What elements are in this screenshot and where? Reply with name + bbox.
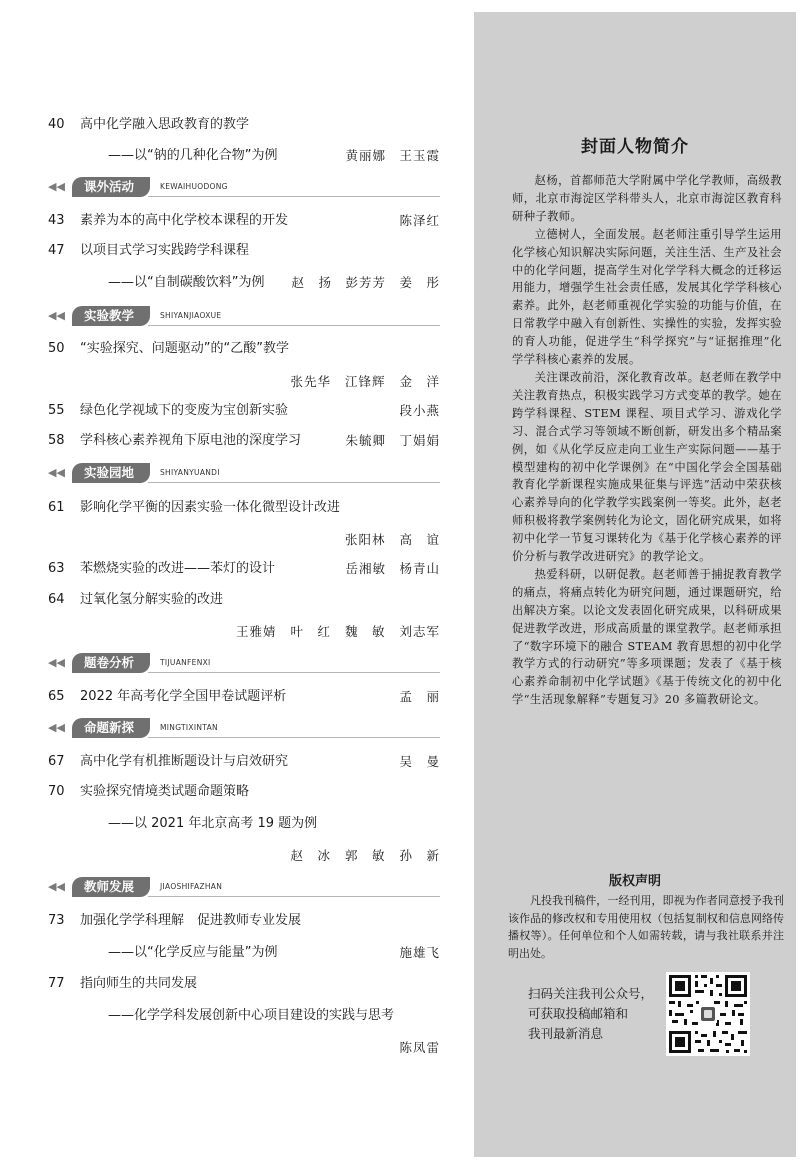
section-header xyxy=(48,462,440,484)
article-authors: 陈泽红 xyxy=(399,213,440,228)
author: 陈凤雷 xyxy=(399,1040,440,1055)
toc-entry[interactable] xyxy=(48,212,440,230)
section-header xyxy=(48,652,440,674)
page-number: 55 xyxy=(48,403,65,418)
author: 高 谊 xyxy=(399,532,440,547)
section-label: 实验园地 xyxy=(72,463,150,483)
article-title: 加强化学学科理解 促进教师专业发展 xyxy=(80,913,302,928)
toc-entry[interactable] xyxy=(48,560,440,578)
page-number: 43 xyxy=(48,213,65,228)
author-line xyxy=(48,846,440,864)
section-pinyin: JIAOSHIFAZHAN xyxy=(160,882,223,891)
page-number: 64 xyxy=(48,592,65,607)
section-label: 课外活动 xyxy=(72,177,150,197)
article-title: 指向师生的共同发展 xyxy=(80,976,198,991)
section-header xyxy=(48,176,440,198)
toc-entry[interactable] xyxy=(48,591,440,609)
page-number: 63 xyxy=(48,561,65,576)
bio-paragraph: 热爱科研，以研促教。赵老师善于捕捉教育教学的痛点，将痛点转化为研究问题，通过课题研究，给出解决方案。以论文发表固化研究成果，以科研成果促进教学改进，形成高质量的课堂教学。赵老师承担了“数字环境下的融合 STEAM 教育思想的初中化学教学方式的行动研究”等多项课题；发表了《基于核心素养命制初中化学试题》《基于传统文化的初中化学“生活现象解释”专题复习》20 多篇教研论文。 xyxy=(512,567,782,707)
toc-subtitle xyxy=(108,274,440,292)
qr-code[interactable] xyxy=(666,972,750,1056)
copyright-text: 凡投我刊稿件，一经刊用，即视为作者同意授予我刊该作品的修改权和专用使用权（包括复制权和信息网络传播权等）。任何单位和个人如需转载，请与我社联系并注明出处。 xyxy=(508,894,784,960)
section-label: 实验教学 xyxy=(72,306,150,326)
divider xyxy=(148,325,440,326)
arrows-icon: ◀◀ xyxy=(48,721,65,734)
qr-code-icon xyxy=(666,972,750,1056)
toc-entry[interactable] xyxy=(48,242,440,260)
divider xyxy=(148,482,440,483)
section-pinyin: TIJUANFENXI xyxy=(160,658,211,667)
article-title: 影响化学平衡的因素实验一体化微型设计改进 xyxy=(80,500,341,515)
toc-entry[interactable] xyxy=(48,783,440,801)
divider xyxy=(148,737,440,738)
copyright-notice xyxy=(508,892,784,962)
toc-entry[interactable] xyxy=(48,912,440,930)
article-title: 绿色化学视域下的变废为宝创新实验 xyxy=(80,403,289,418)
cover-person-panel xyxy=(474,12,796,1157)
author: 叶 红 xyxy=(290,624,331,639)
toc-entry[interactable] xyxy=(48,975,440,993)
bio-paragraph: 赵杨，首都师范大学附属中学化学教师，高级教师，北京市海淀区学科带头人，北京市海淀区教育科研种子教师。 xyxy=(512,174,782,223)
article-title: 高中化学融入思政教育的教学 xyxy=(80,117,250,132)
author: 江锋辉 xyxy=(344,374,386,389)
section-label: 教师发展 xyxy=(72,877,150,897)
arrows-icon: ◀◀ xyxy=(48,656,65,669)
toc-entry[interactable] xyxy=(48,402,440,420)
author-line xyxy=(48,372,440,390)
article-authors: 吴 曼 xyxy=(399,754,440,769)
article-title: 素养为本的高中化学校本课程的开发 xyxy=(80,213,289,228)
cover-bio xyxy=(512,172,782,709)
page-number: 77 xyxy=(48,976,65,991)
author-line xyxy=(48,530,440,548)
author-line xyxy=(48,1038,440,1056)
qr-caption-line: 可获取投稿邮箱和 xyxy=(528,1006,629,1021)
toc-entry[interactable] xyxy=(48,116,440,134)
qr-caption-line: 我刊最新消息 xyxy=(528,1026,604,1041)
article-title: “实验探究、问题驱动”的“乙酸”教学 xyxy=(80,341,289,356)
toc-entry[interactable] xyxy=(48,499,440,517)
author: 郭 敏 xyxy=(344,848,386,863)
page-number: 67 xyxy=(48,754,65,769)
article-subtitle: ——以“自制碳酸饮料”为例 xyxy=(108,275,265,290)
arrows-icon: ◀◀ xyxy=(48,880,65,893)
copyright-title: 版权声明 xyxy=(608,874,661,889)
section-header xyxy=(48,876,440,898)
article-authors: 赵 扬 彭芳芳 姜 彤 xyxy=(291,275,440,290)
toc-subtitle xyxy=(108,944,440,962)
toc-subtitle xyxy=(108,815,440,833)
author: 张先华 xyxy=(290,374,331,389)
arrows-icon: ◀◀ xyxy=(48,309,65,322)
toc-entry[interactable] xyxy=(48,753,440,771)
toc-subtitle xyxy=(108,1007,440,1025)
divider xyxy=(148,196,440,197)
section-pinyin: MINGTIXINTAN xyxy=(160,723,218,732)
section-header xyxy=(48,717,440,739)
article-title: 高中化学有机推断题设计与启效研究 xyxy=(80,754,289,769)
toc-subtitle xyxy=(108,147,440,165)
page-number: 65 xyxy=(48,689,65,704)
article-authors: 段小燕 xyxy=(399,403,440,418)
article-authors: 黄丽娜 王玉霞 xyxy=(345,148,440,163)
article-subtitle: ——以 2021 年北京高考 19 题为例 xyxy=(108,816,318,831)
page-number: 47 xyxy=(48,243,65,258)
section-header xyxy=(48,305,440,327)
author: 张阳林 xyxy=(344,532,386,547)
article-subtitle: ——以“化学反应与能量”为例 xyxy=(108,945,278,960)
arrows-icon: ◀◀ xyxy=(48,466,65,479)
author: 赵 冰 xyxy=(290,848,331,863)
qr-caption-line: 扫码关注我刊公众号， xyxy=(528,986,654,1001)
author: 金 洋 xyxy=(399,374,440,389)
arrows-icon: ◀◀ xyxy=(48,180,65,193)
author: 孙 新 xyxy=(399,848,440,863)
author: 魏 敏 xyxy=(344,624,386,639)
article-authors: 孟 丽 xyxy=(399,689,440,704)
author-line xyxy=(48,622,440,640)
bio-paragraph: 关注课改前沿，深化教育改革。赵老师在教学中关注教育热点，积极实践学习方式变革的教学。她在跨学科课程、STEM 课程、项目式学习、游戏化学习、混合式学习等领域不断创新，研发出多个精品案例，如《从化学反应走向工业生产实际问题——基于模型建构的初中化学课例》在“中国化学会全国基础教育化学新课程实施成果征集与评选”活动中荣获核心素养导向的化学教学实践案例一等奖。此外，赵老师积极将教学案例转化为论文，固化研究成果，如将初中化学一节复习课转化为《基于化学核心素养的评价分析与教学改进研究》的教学论文。 xyxy=(512,370,782,564)
section-pinyin: SHIYANJIAOXUE xyxy=(160,311,222,320)
divider xyxy=(148,896,440,897)
section-label: 题卷分析 xyxy=(72,653,150,673)
article-title: 实验探究情境类试题命题策略 xyxy=(80,784,250,799)
toc-entry[interactable] xyxy=(48,688,440,706)
cover-title: 封面人物简介 xyxy=(581,137,689,157)
article-title: 2022 年高考化学全国甲卷试题评析 xyxy=(80,689,287,704)
section-label: 命题新探 xyxy=(72,718,150,738)
article-subtitle: ——化学学科发展创新中心项目建设的实践与思考 xyxy=(108,1008,395,1023)
toc-entry[interactable] xyxy=(48,340,440,358)
page-number: 58 xyxy=(48,433,65,448)
bio-paragraph: 立德树人，全面发展。赵老师注重引导学生运用化学核心知识解决实际问题，关注生活、生产及社会中的化学问题，提高学生对化学学科大概念的迁移运用能力，增强学生社会责任感，发展其化学学科核心素养。此外，赵老师重视化学实验的功能与价值，在日常教学中融入有创新性、实操性的实验，发挥实验的育人功能，促进学生“科学探究”与“证据推理”化学学科核心素养的发展。 xyxy=(512,227,782,367)
article-authors: 朱毓卿 丁娟娟 xyxy=(345,433,440,448)
author: 刘志军 xyxy=(399,624,440,639)
article-title: 以项目式学习实践跨学科课程 xyxy=(80,243,250,258)
page-number: 61 xyxy=(48,500,65,515)
qr-caption xyxy=(528,984,664,1044)
page-number: 40 xyxy=(48,117,65,132)
page-number: 50 xyxy=(48,341,65,356)
toc-entry[interactable] xyxy=(48,432,440,450)
section-pinyin: SHIYANYUANDI xyxy=(160,468,220,477)
article-title: 学科核心素养视角下原电池的深度学习 xyxy=(80,433,302,448)
page-number: 70 xyxy=(48,784,65,799)
author: 王雅婧 xyxy=(235,624,277,639)
article-authors: 施雄飞 xyxy=(399,945,440,960)
article-title: 苯燃烧实验的改进——苯灯的设计 xyxy=(80,561,276,576)
divider xyxy=(148,672,440,673)
section-pinyin: KEWAIHUODONG xyxy=(160,182,228,191)
article-title: 过氧化氢分解实验的改进 xyxy=(80,592,224,607)
article-subtitle: ——以“钠的几种化合物”为例 xyxy=(108,148,278,163)
page-number: 73 xyxy=(48,913,65,928)
article-authors: 岳湘敏 杨青山 xyxy=(345,561,440,576)
